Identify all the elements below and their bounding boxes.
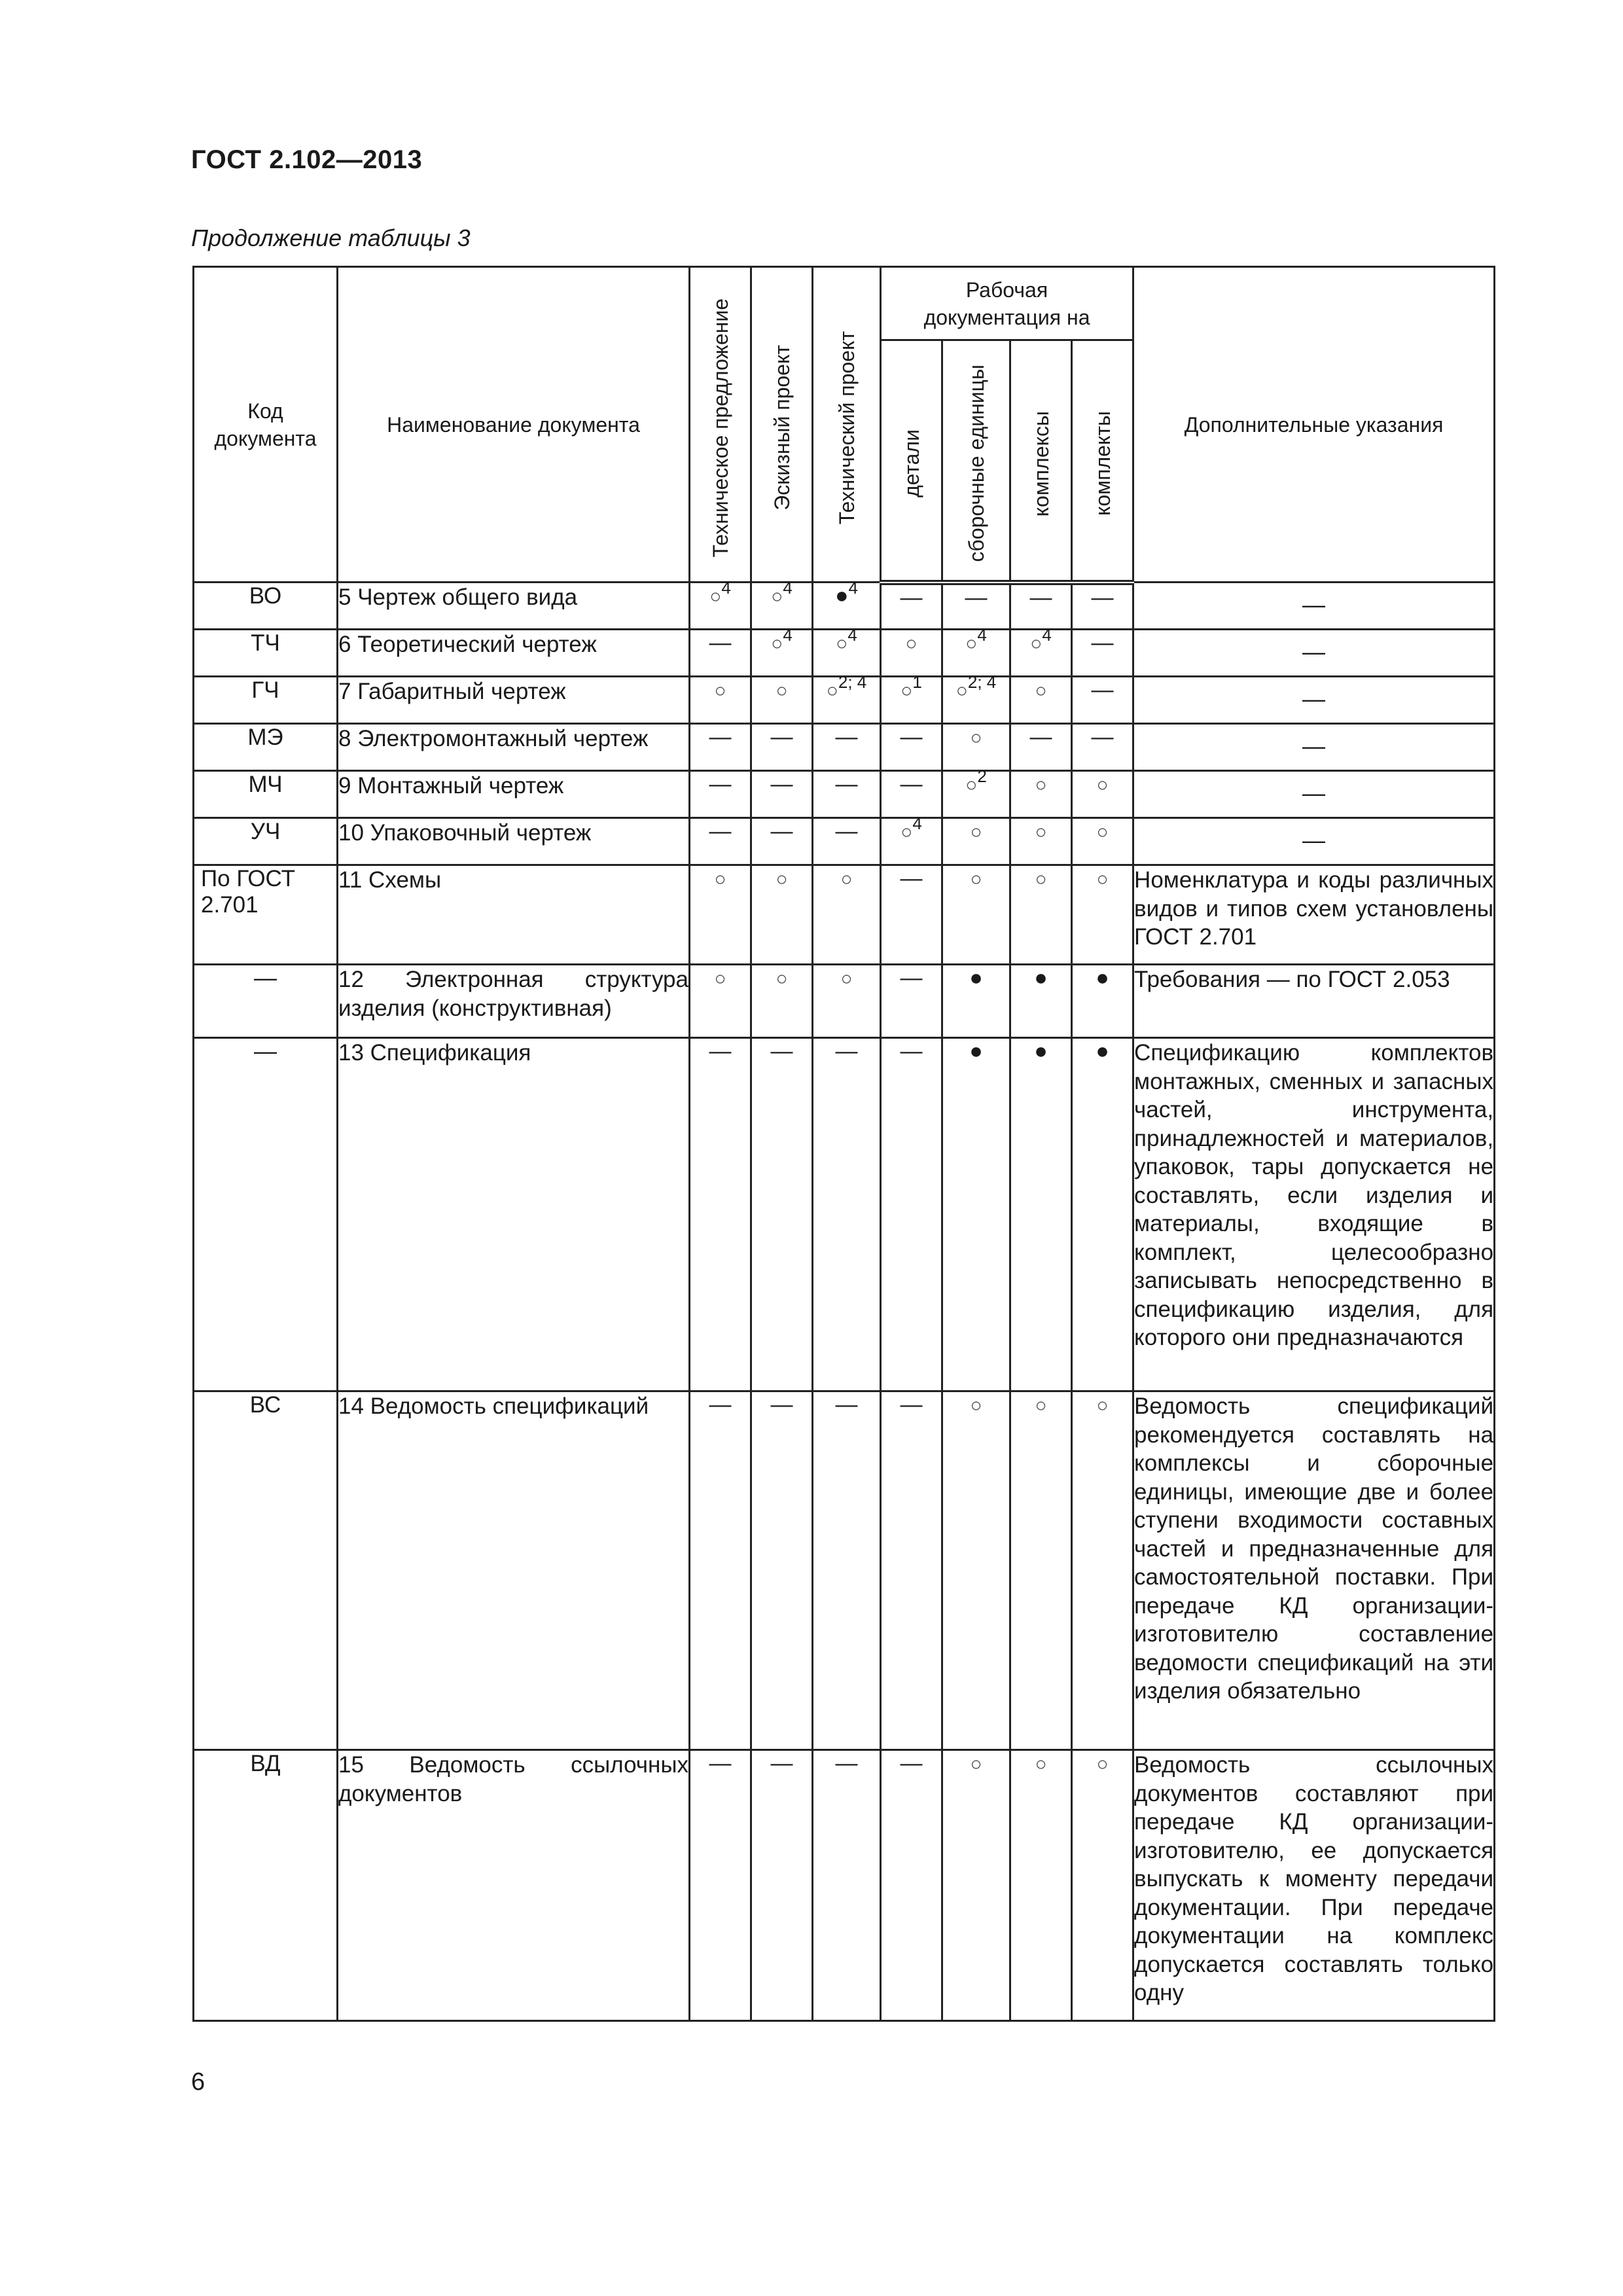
mark-draft-design [751,578,813,630]
mark-complexes [1010,771,1072,818]
dash-symbol: — [900,725,923,749]
mark-details [881,814,942,865]
mark-kits [1072,965,1133,1038]
mark-tech-proposal [690,1391,751,1750]
mark-complexes [1010,625,1072,677]
dash-symbol: — [770,1039,793,1064]
dash-symbol: — [709,1392,732,1417]
open-circle-icon: ○ [771,633,783,655]
dash-symbol: — [770,725,793,749]
dash-symbol: — [709,819,732,844]
mark-draft-design [751,625,813,677]
mark-details [881,1391,942,1750]
dash-symbol: — [965,584,988,610]
dash-symbol: — [770,1392,793,1417]
dash-symbol: — [1091,584,1114,610]
open-circle-icon: ○ [776,680,788,702]
filled-circle-icon: ● [834,583,849,608]
mark-complexes [1010,677,1072,724]
cell-doc-code: — [194,1038,338,1391]
mark-tech-design [813,965,881,1038]
dash-symbol: — [709,1751,732,1776]
mark-complexes [1010,1391,1072,1750]
dash-symbol: — [770,1751,793,1776]
open-circle-icon: ○ [1035,1395,1047,1416]
mark-assembly-units [942,965,1010,1038]
open-circle-icon: ○ [1096,869,1109,890]
table-row [194,818,1495,865]
mark-tech-design [813,724,881,771]
dash-symbol: — [900,1392,923,1417]
table-row [194,771,1495,818]
header-notes: Дополнительные указания [1133,267,1495,583]
mark-kits [1072,583,1133,630]
cell-doc-code: ТЧ [194,630,338,677]
dash-symbol: — [835,1392,858,1417]
header-stage-draft-design: Эскизный проект [770,345,794,511]
mark-draft-design [751,677,813,724]
cell-notes: — [1133,818,1495,865]
mark-details [881,865,942,965]
mark-details [881,583,942,630]
open-circle-icon: ○ [901,680,913,702]
footnote-ref: 4 [848,578,858,598]
dash-symbol: — [709,1039,732,1064]
table-row [194,583,1495,630]
dash-symbol: — [1091,677,1114,702]
open-circle-icon: ○ [1035,821,1047,843]
mark-tech-proposal [690,1750,751,2021]
dash-symbol: — [1091,630,1114,655]
mark-details [881,771,942,818]
table-row [194,1750,1495,2021]
mark-tech-proposal [690,865,751,965]
cell-notes: — [1133,630,1495,677]
cell-doc-name: 13 Спецификация [338,1038,690,1391]
mark-complexes [1010,1750,1072,2021]
mark-draft-design [751,771,813,818]
header-work-complexes: комплексы [1029,410,1053,516]
header-work-docs: Рабочая документация на [881,267,1133,340]
cell-doc-code: ГЧ [194,677,338,724]
table-body [194,578,1495,2021]
header-code: Код документа [194,267,338,583]
header-work-details: детали [899,429,923,498]
mark-assembly-units [942,1038,1010,1391]
footnote-ref: 4 [783,625,793,645]
table-row [194,1391,1495,1750]
filled-circle-icon: ● [1096,1039,1109,1064]
filled-circle-icon: ● [969,965,983,990]
open-circle-icon: ○ [1030,633,1043,655]
open-circle-icon: ○ [970,821,982,843]
cell-doc-name: 14 Ведомость спецификаций [338,1391,690,1750]
footnote-ref: 4 [783,578,793,598]
mark-assembly-units [942,1750,1010,2021]
mark-tech-design [813,625,881,677]
open-circle-icon: ○ [970,1753,982,1775]
mark-draft-design [751,965,813,1038]
page-number: 6 [191,2068,205,2096]
cell-notes: Ведомость спецификаций рекомендуется составлять на комплексы и сборочные единицы, имеющие две и более ступени входимости составных частей и предназначенные для самостоятельной поставки. При передаче КД организации-изготовителю составление ведомости спецификаций на эти изделия обязательно [1133,1391,1495,1750]
table-row [194,965,1495,1038]
cell-doc-name: 15 Ведомость ссылочных документов [338,1750,690,2021]
open-circle-icon: ○ [776,869,788,890]
mark-tech-proposal [690,818,751,865]
cell-doc-code: ВС [194,1391,338,1750]
dash-symbol: — [900,584,923,610]
dash-symbol: — [900,866,923,891]
footnote-ref: 2 [977,766,987,786]
footnote-ref: 2; 4 [967,672,997,692]
dash-symbol: — [900,965,923,990]
header-stage-tech-design: Технический проект [834,331,859,525]
cell-notes: — [1133,677,1495,724]
mark-complexes [1010,818,1072,865]
mark-assembly-units [942,672,1010,724]
dash-symbol: — [835,819,858,844]
mark-tech-design [813,1750,881,2021]
table-row [194,1038,1495,1391]
cell-doc-name: 5 Чертеж общего вида [338,583,690,630]
filled-circle-icon: ● [1096,965,1109,990]
open-circle-icon: ○ [965,633,978,655]
open-circle-icon: ○ [1035,774,1047,796]
header-work-assembly-units: сборочные единицы [964,365,988,563]
footnote-ref: 4 [912,814,922,833]
cell-notes: — [1133,583,1495,630]
dash-symbol: — [835,1751,858,1776]
mark-tech-proposal [690,630,751,677]
mark-assembly-units [942,818,1010,865]
open-circle-icon: ○ [955,680,968,702]
dash-symbol: — [835,1039,858,1064]
dash-symbol: — [709,772,732,797]
mark-kits [1072,630,1133,677]
mark-details [881,1038,942,1391]
open-circle-icon: ○ [1035,869,1047,890]
open-circle-icon: ○ [771,586,783,607]
mark-kits [1072,771,1133,818]
dash-symbol: — [770,819,793,844]
footnote-ref: 4 [977,625,987,645]
header-stage-tech-proposal: Техническое предложение [708,298,732,558]
cell-doc-name: 10 Упаковочный чертеж [338,818,690,865]
open-circle-icon: ○ [1035,680,1047,702]
mark-details [881,672,942,724]
documents-table [192,266,1495,2022]
dash-symbol: — [770,772,793,797]
mark-draft-design [751,865,813,965]
dash-symbol: — [900,1751,923,1776]
open-circle-icon: ○ [714,869,726,890]
dash-symbol: — [835,772,858,797]
mark-kits [1072,865,1133,965]
open-circle-icon: ○ [840,968,853,990]
open-circle-icon: ○ [1096,1753,1109,1775]
open-circle-icon: ○ [826,680,838,702]
footnote-ref: 4 [721,578,731,598]
mark-assembly-units [942,865,1010,965]
open-circle-icon: ○ [714,680,726,702]
mark-kits [1072,1750,1133,2021]
filled-circle-icon: ● [969,1039,983,1064]
mark-draft-design [751,1391,813,1750]
table-row [194,724,1495,771]
mark-tech-proposal [690,724,751,771]
mark-draft-design [751,1038,813,1391]
cell-doc-code: МЧ [194,771,338,818]
mark-complexes [1010,965,1072,1038]
cell-doc-code: По ГОСТ 2.701 [194,865,338,965]
open-circle-icon: ○ [1096,821,1109,843]
mark-tech-proposal [690,578,751,630]
footnote-ref: 1 [912,672,922,692]
mark-assembly-units [942,766,1010,818]
mark-details [881,724,942,771]
header-work-kits: комплекты [1090,411,1115,516]
cell-doc-code: ВО [194,583,338,630]
mark-details [881,630,942,677]
cell-notes: Номенклатура и коды различных видов и типов схем установлены ГОСТ 2.701 [1133,865,1495,965]
mark-tech-design [813,818,881,865]
open-circle-icon: ○ [840,869,853,890]
cell-doc-code: ВД [194,1750,338,2021]
open-circle-icon: ○ [776,968,788,990]
mark-assembly-units [942,1391,1010,1750]
mark-kits [1072,724,1133,771]
open-circle-icon: ○ [965,774,978,796]
cell-doc-name: 7 Габаритный чертеж [338,677,690,724]
dash-symbol: — [1091,725,1114,749]
mark-tech-design [813,1038,881,1391]
dash-symbol: — [835,725,858,749]
cell-doc-name: 8 Электромонтажный чертеж [338,724,690,771]
table-continuation-caption: Продолжение таблицы 3 [191,224,471,251]
cell-doc-name: 12 Электронная структура изделия (конструктивная) [338,965,690,1038]
mark-tech-design [813,578,881,630]
table-row [194,865,1495,965]
mark-kits [1072,677,1133,724]
mark-assembly-units [942,724,1010,771]
cell-notes: Требования — по ГОСТ 2.053 [1133,965,1495,1038]
cell-doc-name: 6 Теоретический чертеж [338,630,690,677]
footnote-ref: 2; 4 [838,672,867,692]
open-circle-icon: ○ [714,968,726,990]
open-circle-icon: ○ [970,869,982,890]
mark-tech-proposal [690,1038,751,1391]
open-circle-icon: ○ [1096,1395,1109,1416]
mark-kits [1072,818,1133,865]
filled-circle-icon: ● [1034,1039,1048,1064]
table-row [194,630,1495,677]
cell-notes: — [1133,771,1495,818]
cell-doc-code: — [194,965,338,1038]
dash-symbol: — [1029,584,1052,610]
cell-doc-name: 9 Монтажный чертеж [338,771,690,818]
mark-tech-proposal [690,677,751,724]
dash-symbol: — [709,630,732,655]
mark-details [881,965,942,1038]
dash-symbol: — [900,1039,923,1064]
open-circle-icon: ○ [1096,774,1109,796]
open-circle-icon: ○ [836,633,848,655]
open-circle-icon: ○ [901,821,913,843]
mark-tech-design [813,865,881,965]
mark-complexes [1010,865,1072,965]
mark-tech-design [813,771,881,818]
mark-assembly-units [942,583,1010,630]
mark-tech-proposal [690,771,751,818]
footnote-ref: 4 [1042,625,1052,645]
mark-complexes [1010,724,1072,771]
footnote-ref: 4 [847,625,857,645]
cell-notes: Спецификацию комплектов монтажных, сменных и запасных частей, инструмента, принадлежностей и материалов, упаковок, тары допускается не составлять, если изделия и материалы, входящие в комплект, целесообразно записывать непосредственно в спецификацию изделия, для которого они предназначаются [1133,1038,1495,1391]
open-circle-icon: ○ [1035,1753,1047,1775]
mark-draft-design [751,724,813,771]
dash-symbol: — [1029,725,1052,749]
open-circle-icon: ○ [970,727,982,749]
filled-circle-icon: ● [1034,965,1048,990]
cell-doc-code: МЭ [194,724,338,771]
mark-kits [1072,1391,1133,1750]
mark-tech-design [813,672,881,724]
open-circle-icon: ○ [905,633,918,655]
cell-doc-code: УЧ [194,818,338,865]
mark-tech-proposal [690,965,751,1038]
open-circle-icon: ○ [970,1395,982,1416]
open-circle-icon: ○ [709,586,722,607]
mark-draft-design [751,818,813,865]
mark-kits [1072,1038,1133,1391]
mark-complexes [1010,583,1072,630]
mark-details [881,1750,942,2021]
mark-complexes [1010,1038,1072,1391]
cell-notes: — [1133,724,1495,771]
mark-draft-design [751,1750,813,2021]
dash-symbol: — [900,772,923,797]
mark-assembly-units [942,625,1010,677]
cell-doc-name: 11 Схемы [338,865,690,965]
document-title: ГОСТ 2.102—2013 [191,145,423,174]
table-row [194,677,1495,724]
cell-notes: Ведомость ссылочных документов составляют при передаче КД организации-изготовителю, ее допускается выпускать к моменту передачи документации. При передаче документации на комплекс допускается составлять только одну [1133,1750,1495,2021]
mark-tech-design [813,1391,881,1750]
dash-symbol: — [709,725,732,749]
header-name: Наименование документа [338,267,690,583]
